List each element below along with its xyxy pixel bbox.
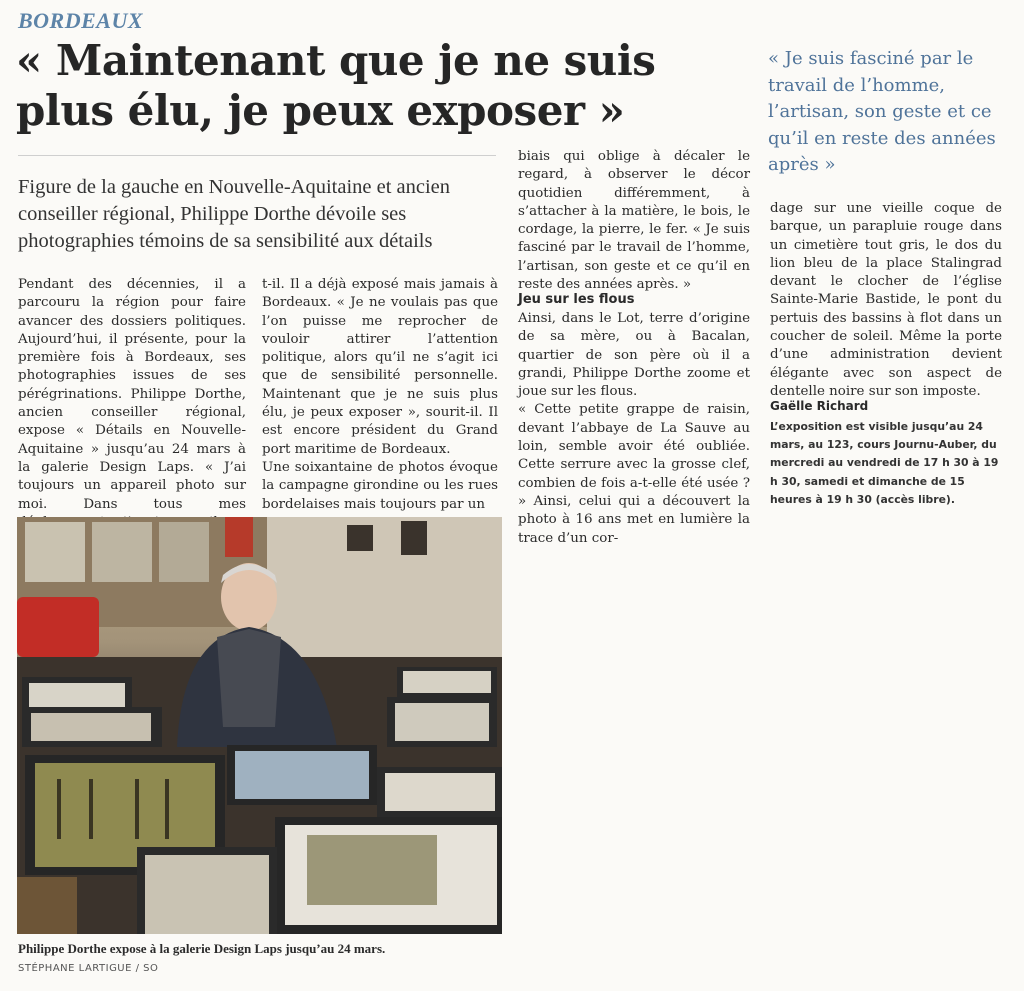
body-column-1 <box>18 276 246 550</box>
body-paragraph: t-il. Il a déjà exposé mais jamais à Bordeaux. « Je ne voulais pas que l’on puisse me reprocher de vouloir attirer l’attention politique, alors qu’il ne s’agit ici que de sensibilité personnelle. Maintenant que je ne suis plus élu, je peux exposer », sourit-il. Il est encore président du Grand port maritime de Bordeaux. <box>262 277 498 457</box>
author-signature: Gaëlle Richard <box>770 399 869 413</box>
body-paragraph: « Cette petite grappe de raisin, devant l’abbaye de La Sauve au loin, semble avoir été oubliée. Cette serrure avec la grosse clef, combien de fois a-t-elle été usée ? » Ainsi, celui qui a découvert la photo à 16 ans met en lumière la trace d’un cor- <box>518 402 750 546</box>
section-kicker: BORDEAUX <box>18 8 144 33</box>
intertitle: Jeu sur les flous <box>518 292 635 307</box>
body-column-3-top <box>518 148 750 294</box>
body-paragraph: Pendant des décennies, il a parcouru la région pour faire avancer des dossiers politiques. Aujourd’hui, il présente, pour la première fois à Bordeaux, ses photographies issues de ses pérégrinations. Philippe Dorthe, ancien conseiller régional, expose « Détails en Nouvelle-Aquitaine » jusqu’au 24 mars à la galerie Design Laps. « J’ai toujours un appareil photo sur moi. Dans tous mes <box>18 277 246 512</box>
body-column-3-bottom <box>518 310 750 548</box>
body-paragraph: Ainsi, dans le Lot, terre d’origine de sa mère, ou à Bacalan, quartier de son père où il a grandi, Philippe Dorthe zoome et joue sur les flous. <box>518 311 750 400</box>
standfirst: Figure de la gauche en Nouvelle-Aquitaine et ancien conseiller régional, Philippe Dorthe dévoile ses photographies témoins de sa sensibilité aux détails <box>18 176 451 252</box>
photo-illustration <box>17 517 502 934</box>
body-column-2 <box>262 276 498 514</box>
exhibition-info: L’exposition est visible jusqu’au 24 mars, au 123, cours Journu-Auber, du mercredi au vendredi de 17 h 30 à 19 h 30, samedi et dimanche de 15 heures à 19 h 30 (accès libre). <box>770 420 999 506</box>
body-paragraph: Une soixantaine de photos évoque la campagne girondine ou les rues bordelaises mais toujours par un <box>262 459 498 512</box>
article-photo <box>17 517 502 934</box>
body-paragraph: biais qui oblige à décaler le regard, à observer le décor quotidien différemment, à s’attacher à la matière, le bois, le cordage, la pierre, le fer. « Je suis fasciné par le travail de l’homme, l’artisan, son geste et ce qu’il en reste des années après. » <box>518 149 750 293</box>
photo-caption: Philippe Dorthe expose à la galerie Design Laps jusqu’au 24 mars. <box>18 941 386 956</box>
pull-quote: « Je suis fasciné par le travail de l’homme, l’artisan, son geste et ce qu’il en reste des années après » <box>768 48 996 175</box>
headline: « Maintenant que je ne suis plus élu, je peux exposer » <box>16 36 656 135</box>
body-paragraph: dage sur une vieille coque de barque, un parapluie rouge dans un cimetière tout gris, le dos du lion bleu de la place Stalingrad devant le clocher de l’église Sainte-Marie Bastide, le pont du pertuis des bassins à flot dans un coucher de soleil. Même la porte d’une administration devient élégante avec son aspect de dentelle noire sur son imposte. <box>770 201 1002 399</box>
body-column-4 <box>770 200 1002 401</box>
photo-credit: STÉPHANE LARTIGUE / SO <box>18 963 159 974</box>
headline-rule <box>18 155 496 156</box>
